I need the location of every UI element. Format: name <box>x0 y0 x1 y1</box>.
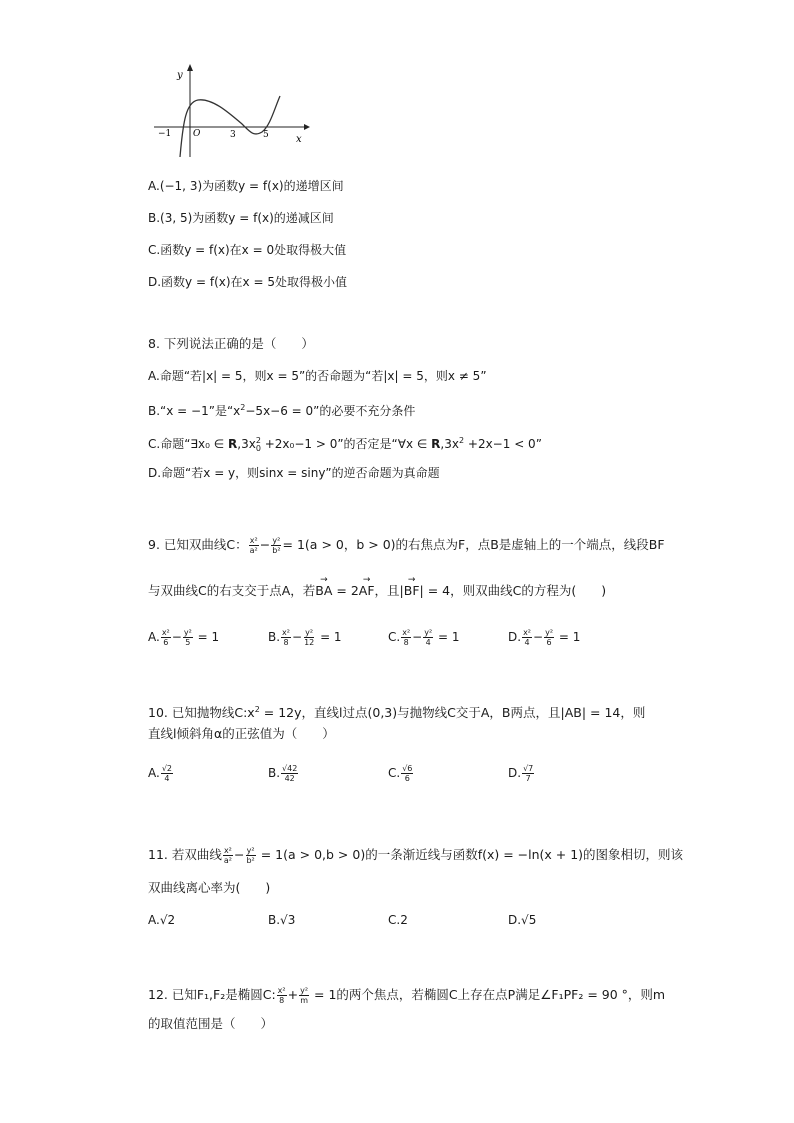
q9-opt-b-eq: = 1 <box>316 630 342 644</box>
q9-opt-d-frac2 <box>544 628 554 647</box>
q10-option-c[interactable] <box>388 764 414 783</box>
q9-frac2-num: y² <box>272 536 281 545</box>
q10-opt-a-num: √2 <box>161 764 172 773</box>
q8-option-b-pre: B.“x = −1”是“x <box>148 404 241 418</box>
q7-option-c[interactable]: C.函数y = f(x)在x = 0处取得极大值 <box>148 243 347 257</box>
q10-opt-b-label: B. <box>268 766 281 780</box>
q9-opt-c-minus: − <box>412 630 423 644</box>
q7-option-d[interactable]: D.函数y = f(x)在x = 5处取得极小值 <box>148 275 347 289</box>
q9-line2-post: | = 4，则双曲线C的方程为( ) <box>419 583 607 598</box>
q9-option-c[interactable] <box>388 628 460 647</box>
q9-vector-af: → AF <box>359 583 375 599</box>
q12-frac1-den: 8 <box>279 996 285 1005</box>
q8-option-b[interactable] <box>148 400 415 419</box>
q9-title-post: = 1(a > 0，b > 0)的右焦点为F，点B是虚轴上的一个端点，线段BF <box>282 537 665 552</box>
q10-option-b[interactable] <box>268 764 299 783</box>
q11-line1 <box>148 846 683 865</box>
q8-option-a[interactable]: A.命题“若|x| = 5，则x = 5”的否命题为“若|x| = 5，则x ≠ 5” <box>148 369 487 383</box>
q11-frac1 <box>223 846 233 865</box>
q10-opt-c-num: √6 <box>402 764 413 773</box>
q9-opt-d-d1: 4 <box>524 638 530 647</box>
q10-opt-b-num: √42 <box>282 764 298 773</box>
q10-option-d[interactable] <box>508 764 535 783</box>
q9-opt-d-minus: − <box>533 630 544 644</box>
q8-option-c-sup1: 2 <box>255 435 261 445</box>
q12-frac1-num: x² <box>277 986 286 995</box>
q9-opt-b-d1: 8 <box>283 638 289 647</box>
q11-frac2 <box>245 846 255 865</box>
q10-opt-d-label: D. <box>508 766 522 780</box>
q9-opt-d-n1: x² <box>523 628 532 637</box>
q10-opt-c-den: 6 <box>404 774 410 783</box>
q12-line1-pre: 12. 已知F₁,F₂是椭圆C: <box>148 987 276 1002</box>
function-graph <box>150 62 310 162</box>
q11-option-c[interactable]: C.2 <box>388 913 408 927</box>
q8-option-c-text5: +2x−1 < 0” <box>464 437 542 451</box>
q11-frac1-num: x² <box>223 846 232 855</box>
q8-option-d[interactable]: D.命题“若x = y，则sinx = siny”的逆否命题为真命题 <box>148 466 440 480</box>
q9-opt-a-n2: y² <box>183 628 192 637</box>
q10-opt-a-label: A. <box>148 766 160 780</box>
q10-opt-b-den: 42 <box>284 774 295 783</box>
q11-frac2-num: y² <box>246 846 255 855</box>
q9-opt-d-frac1 <box>522 628 532 647</box>
q10-line1-pre: 10. 已知抛物线C:x <box>148 705 255 721</box>
q8-option-c-R2: R <box>431 437 441 451</box>
q9-vector-bf: → BF <box>404 583 420 599</box>
y-axis-arrow <box>187 64 193 71</box>
x-axis-arrow <box>304 124 310 130</box>
q9-frac1-den: a² <box>249 546 258 555</box>
q10-opt-d-frac <box>522 764 534 783</box>
q9-opt-c-label: C. <box>388 630 401 644</box>
q11-option-b[interactable]: B.√3 <box>268 913 296 927</box>
q12-frac2-num: y² <box>300 986 309 995</box>
q9-opt-c-eq: = 1 <box>434 630 460 644</box>
q11-frac1-den: a² <box>223 856 232 865</box>
q9-opt-c-d2: 4 <box>425 638 431 647</box>
q9-opt-b-d2: 12 <box>304 638 315 647</box>
q12-frac1 <box>277 986 287 1005</box>
q9-opt-c-n2: y² <box>424 628 433 637</box>
q9-eq1: = 2 <box>332 583 359 598</box>
q10-option-a[interactable] <box>148 764 174 783</box>
q9-opt-b-n1: x² <box>282 628 290 637</box>
origin-label: O <box>193 129 201 139</box>
q9-opt-a-d1: 6 <box>163 638 169 647</box>
q12-line2: 的取值范围是（ ） <box>148 1016 274 1031</box>
q12-plus: + <box>287 987 299 1002</box>
q12-line1 <box>148 986 665 1005</box>
q9-frac1 <box>249 536 259 555</box>
q10-line2: 直线l倾斜角α的正弦值为（ ） <box>148 726 335 741</box>
q11-minus: − <box>233 847 245 862</box>
q9-frac2-den: b² <box>272 546 281 555</box>
q8-option-c[interactable] <box>148 433 542 453</box>
q8-option-c-sub: 0 <box>255 443 261 453</box>
q8-title: 8. 下列说法正确的是（ ） <box>148 336 314 351</box>
q11-option-a[interactable]: A.√2 <box>148 913 176 927</box>
tick-3: 3 <box>230 130 236 140</box>
q9-frac2 <box>271 536 281 555</box>
q9-opt-d-label: D. <box>508 630 522 644</box>
q12-line1-post: = 1的两个焦点，若椭圆C上存在点P满足∠F₁PF₂ = 90 °，则m <box>310 987 666 1002</box>
q9-opt-c-d1: 8 <box>403 638 409 647</box>
q7-option-a[interactable]: A.(−1, 3)为函数y = f(x)的递增区间 <box>148 179 344 193</box>
q9-opt-c-n1: x² <box>402 628 411 637</box>
q9-opt-b-frac1 <box>281 628 291 647</box>
q9-opt-a-n1: x² <box>161 628 170 637</box>
q9-line2-pre: 与双曲线C的右支交于点A，若 <box>148 583 316 598</box>
q9-option-a[interactable] <box>148 628 219 647</box>
q9-opt-a-frac2 <box>183 628 193 647</box>
q9-opt-b-frac2 <box>303 628 315 647</box>
q10-line1-post: = 12y，直线l过点(0,3)与抛物线C交于A，B两点，且|AB| = 14，则 <box>259 705 646 721</box>
q9-opt-d-n2: y² <box>545 628 554 637</box>
q8-option-b-sup: 2 <box>240 403 246 412</box>
q9-line2 <box>148 583 606 599</box>
q8-option-c-R1: R <box>228 437 238 451</box>
q9-option-b[interactable] <box>268 628 342 647</box>
tick-5: 5 <box>263 130 269 140</box>
q10-opt-d-num: √7 <box>523 764 534 773</box>
q9-and: ，且| <box>374 583 404 598</box>
x-axis-label: x <box>296 134 302 145</box>
q10-line1 <box>148 702 645 721</box>
q11-option-d[interactable]: D.√5 <box>508 913 537 927</box>
q11-line1-pre: 11. 若双曲线 <box>148 847 222 862</box>
q9-opt-d-d2: 6 <box>546 638 552 647</box>
q11-frac2-den: b² <box>246 856 255 865</box>
q9-vector-ba: → BA <box>315 583 332 599</box>
q8-option-c-sup2: 2 <box>458 436 465 445</box>
q9-opt-d-eq: = 1 <box>555 630 581 644</box>
q9-opt-c-frac1 <box>401 628 411 647</box>
q11-line2: 双曲线离心率为( ) <box>148 880 271 895</box>
q9-opt-a-d2: 5 <box>185 638 191 647</box>
y-axis-label: y <box>177 70 183 81</box>
q9-opt-a-frac1 <box>161 628 171 647</box>
q9-opt-a-eq: = 1 <box>193 630 220 644</box>
q9-opt-a-minus: − <box>171 630 182 644</box>
q10-opt-b-frac <box>281 764 298 783</box>
q12-frac2 <box>299 986 309 1005</box>
q9-opt-c-frac2 <box>423 628 433 647</box>
q9-minus: − <box>259 537 271 552</box>
tick-neg1: −1 <box>158 129 172 139</box>
q10-opt-d-den: 7 <box>525 774 531 783</box>
q7-option-b[interactable]: B.(3, 5)为函数y = f(x)的递减区间 <box>148 211 334 225</box>
q9-opt-a-label: A. <box>148 630 160 644</box>
q9-option-d[interactable] <box>508 628 580 647</box>
q10-opt-c-frac <box>401 764 413 783</box>
q10-line1-sup: 2 <box>254 705 260 714</box>
q9-opt-b-label: B. <box>268 630 281 644</box>
q8-option-c-text2: ,3x <box>237 437 256 451</box>
q8-option-c-text3: +2x₀−1 > 0”的否定是“∀x ∈ <box>260 437 432 451</box>
q10-opt-c-label: C. <box>388 766 401 780</box>
q12-frac2-den: m <box>300 996 308 1005</box>
q8-option-b-post: −5x−6 = 0”的必要不充分条件 <box>245 404 416 418</box>
q8-option-c-text1: C.命题“∃x₀ ∈ <box>148 437 228 451</box>
q9-frac1-num: x² <box>249 536 258 545</box>
q9-opt-b-minus: − <box>292 630 303 644</box>
q10-opt-a-den: 4 <box>164 774 170 783</box>
q9-title <box>148 536 665 555</box>
q8-option-c-text4: ,3x <box>440 437 459 451</box>
q9-opt-b-n2: y² <box>305 628 314 637</box>
q10-opt-a-frac <box>161 764 173 783</box>
q11-line1-post: = 1(a > 0,b > 0)的一条渐近线与函数f(x) = −ln(x + 1)的图象相切，则该 <box>256 847 684 862</box>
q9-title-pre: 9. 已知双曲线C： <box>148 537 248 552</box>
